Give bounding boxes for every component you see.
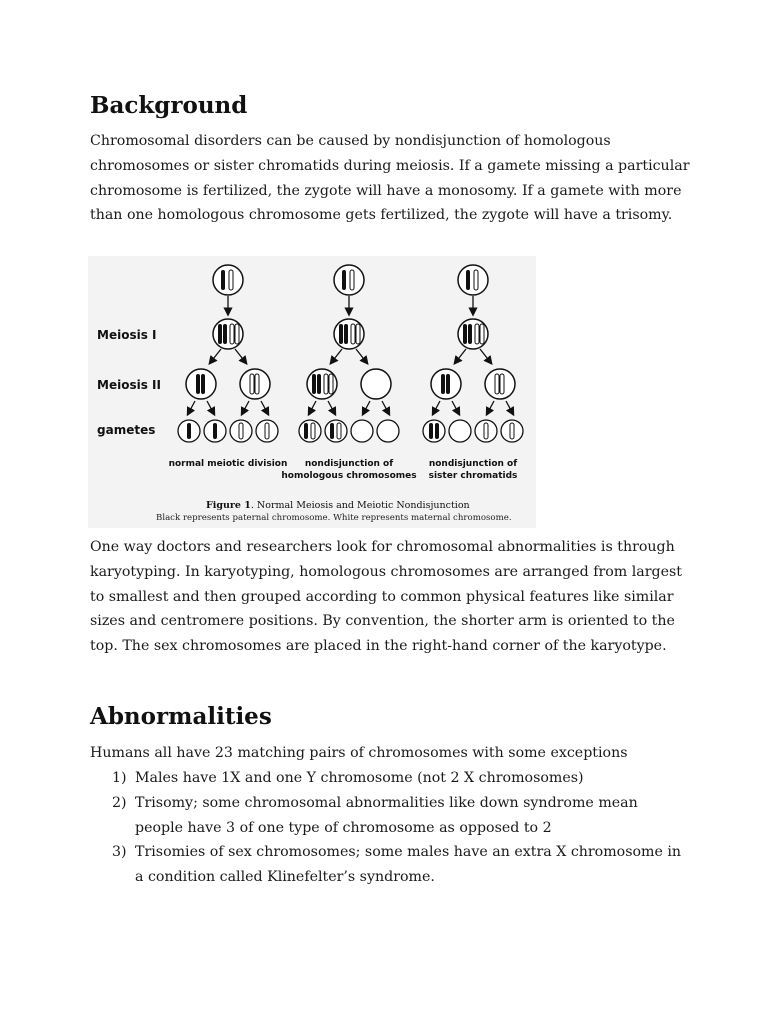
list-number: 2)	[112, 794, 127, 811]
karyotype-paragraph: One way doctors and researchers look for chromosomal abnormalities is through karyotyping. In karyotyping, homologous chromosomes are arranged from largest to smallest and then grouped according to common physical features like similar sizes and centromere positions. By convention, the shorter arm is oriented to the top. The sex chromosomes are placed in the right-hand corner of the karyotype.	[90, 539, 682, 655]
figure-caption-text: . Normal Meiosis and Meiotic Nondisjunction	[250, 500, 470, 511]
row-label-gametes: gametes	[97, 423, 156, 437]
meiosis-figure	[88, 256, 536, 528]
column-label-normal: normal meiotic division	[168, 459, 288, 469]
list-text: Trisomies of sex chromosomes; some males have an extra X chromosome in a condition called Klinefelter’s syndrome.	[135, 844, 682, 886]
list-number: 1)	[112, 770, 127, 786]
column-homologous	[281, 265, 416, 481]
column-label-homologous-1: nondisjunction of	[304, 459, 394, 469]
abnormalities-intro: Humans all have 23 matching pairs of chromosomes with some exceptions	[90, 745, 628, 761]
background-intro: Chromosomal disorders can be caused by nondisjunction of homologous chromosomes or sister chromatids during meiosis. If a gamete missing a particular chromosome is fertilized, the zygote will have a monosomy. If a gamete with more than one homologous chromosome gets fertilized, the zygote will have a trisomy.	[90, 133, 690, 224]
list-text: Males have 1X and one Y chromosome (not 2 X chromosomes)	[135, 770, 584, 786]
column-label-homologous-2: homologous chromosomes	[281, 471, 417, 481]
abnormalities-heading: Abnormalities	[90, 703, 272, 730]
list-number: 3)	[112, 844, 127, 861]
meiosis-diagram	[88, 256, 536, 528]
row-label-meiosis-2: Meiosis II	[97, 378, 161, 392]
figure-caption-label: Figure 1	[206, 500, 251, 511]
list-item	[90, 766, 690, 791]
list-item	[90, 791, 690, 841]
column-sister	[423, 265, 523, 481]
row-label-meiosis-1: Meiosis I	[97, 328, 157, 342]
column-label-sister-2: sister chromatids	[428, 471, 518, 481]
figure-caption-note: Black represents paternal chromosome. White represents maternal chromosome.	[156, 513, 512, 523]
abnormalities-list	[90, 766, 690, 890]
column-label-sister-1: nondisjunction of	[428, 459, 518, 469]
background-heading: Background	[90, 92, 248, 119]
list-item	[90, 840, 690, 890]
figure-caption-title	[206, 500, 470, 511]
list-text: Trisomy; some chromosomal abnormalities like down syndrome mean people have 3 of one type of chromosome as opposed to 2	[135, 794, 638, 836]
column-normal	[169, 265, 288, 469]
parent-cell	[213, 265, 243, 295]
